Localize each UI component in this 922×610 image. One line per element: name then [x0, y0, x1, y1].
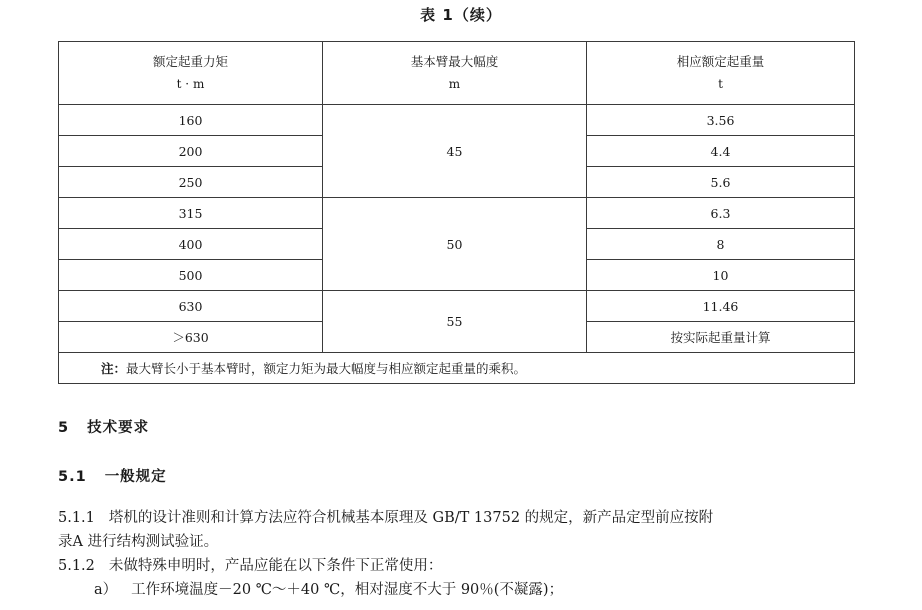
- moment-cell: 315: [59, 198, 323, 229]
- section-title: 一般规定: [104, 469, 167, 485]
- moment-cell: 630: [59, 291, 323, 322]
- table-note-row: [59, 353, 855, 384]
- header-capacity-unit: t: [718, 77, 723, 91]
- capacity-cell: 4.4: [587, 136, 855, 167]
- moment-cell: 200: [59, 136, 323, 167]
- list-item-a: [94, 578, 894, 602]
- table-note: [59, 353, 855, 384]
- header-radius-label: 基本臂最大幅度: [410, 54, 499, 69]
- capacity-cell: 8: [587, 229, 855, 260]
- clause-text-line1: 塔机的设计准则和计算方法应符合机械基本原理及 GB/T 13752 的规定，新产品定型前应按附: [108, 510, 714, 526]
- section-heading-5: [58, 416, 149, 437]
- section-number: 5: [58, 420, 70, 436]
- table-row: [59, 198, 855, 229]
- header-capacity-label: 相应额定起重量: [676, 54, 765, 69]
- capacity-cell: 11.46: [587, 291, 855, 322]
- header-moment-unit: t · m: [176, 77, 205, 91]
- clause-text-line2: 录A 进行结构测试验证。: [58, 534, 219, 550]
- table-caption: 表 1（续）: [420, 6, 502, 24]
- capacity-cell: 3.56: [587, 105, 855, 136]
- header-radius: [323, 42, 587, 105]
- clause-number: 5.1.1: [58, 510, 95, 526]
- moment-cell: ＞630: [59, 322, 323, 353]
- capacity-cell: 5.6: [587, 167, 855, 198]
- moment-cell: 500: [59, 260, 323, 291]
- list-item-text: 工作环境温度－20 ℃～＋40 ℃，相对湿度不大于 90％(不凝露)；: [131, 582, 564, 598]
- paragraph-5-1-2: [58, 554, 858, 578]
- table-row: [59, 105, 855, 136]
- capacity-cell: 10: [587, 260, 855, 291]
- clause-number: 5.1.2: [58, 558, 95, 574]
- moment-cell: 400: [59, 229, 323, 260]
- radius-cell: 55: [323, 291, 587, 353]
- header-capacity: [587, 42, 855, 105]
- list-item-label: a）: [94, 582, 118, 598]
- paragraph-5-1-1: [58, 506, 858, 554]
- table-row: [59, 291, 855, 322]
- section-heading-5-1: [58, 465, 167, 486]
- moment-cell: 160: [59, 105, 323, 136]
- section-number: 5.1: [58, 469, 87, 485]
- moment-cell: 250: [59, 167, 323, 198]
- note-text: 最大臂长小于基本臂时，额定力矩为最大幅度与相应额定起重量的乘积。: [126, 361, 527, 376]
- header-moment-label: 额定起重力矩: [152, 54, 228, 69]
- header-radius-unit: m: [448, 77, 461, 91]
- note-label: 注：: [101, 361, 127, 376]
- spec-table: [58, 41, 855, 384]
- capacity-cell: 按实际起重量计算: [587, 322, 855, 353]
- table-header-row: [59, 42, 855, 105]
- header-moment: [59, 42, 323, 105]
- capacity-cell: 6.3: [587, 198, 855, 229]
- radius-cell: 50: [323, 198, 587, 291]
- radius-cell: 45: [323, 105, 587, 198]
- section-title: 技术要求: [87, 420, 150, 436]
- clause-text: 未做特殊申明时，产品应能在以下条件下正常使用：: [108, 558, 443, 574]
